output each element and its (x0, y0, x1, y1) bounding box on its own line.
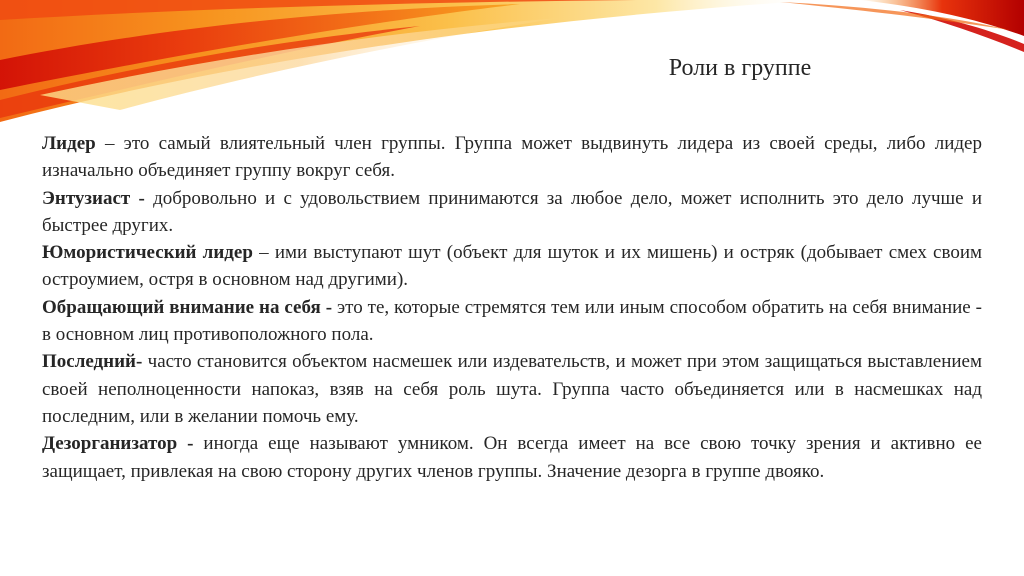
role-description: – ими выступают шут (объект для шуток и их мишень) и остряк (добывает смех своим остроумием, остря в основном над другими). (42, 242, 983, 291)
role-paragraph-last (42, 348, 982, 430)
role-paragraph-leader (42, 130, 982, 185)
role-paragraph-enthusiast (42, 185, 982, 240)
role-term: Обращающий внимание на себя - (42, 296, 333, 318)
role-description: – это самый влиятельный член группы. Группа может выдвинуть лидера из своей среды, либо лидер изначально объединяет группу вокруг себя. (42, 133, 982, 182)
role-term: Энтузиаст - (42, 187, 145, 209)
roles-list (42, 130, 982, 485)
role-paragraph-attention-seeker (42, 294, 982, 349)
role-description: добровольно и с удовольствием принимаются за любое дело, может исполнить это дело лучше и быстрее других. (42, 187, 983, 236)
flame-swoosh-decoration (0, 0, 1024, 130)
role-term: Дезорганизатор - (42, 433, 194, 455)
role-description: это те, которые стремятся тем или иным способом обратить на себя внимание - в основном лиц противоположного пола. (42, 296, 982, 346)
role-description: часто становится объектом насмешек или издевательств, и может при этом защищаться выставлением своей неполноценности напоказ, взяв на себя роль шута. Группа часто объединяется или в насмешках над последним, или в желании помочь ему. (42, 351, 982, 427)
role-term: Лидер (42, 133, 96, 154)
role-paragraph-disorganizer (42, 430, 982, 485)
role-term: Юмористический лидер (42, 242, 253, 264)
role-description: иногда еще называют умником. Он всегда имеет на все свою точку зрения и активно ее защищает, привлекая на свою сторону других членов группы. Значение дезорга в группе двояко. (42, 433, 982, 482)
role-term: Последний- (42, 351, 143, 373)
slide-title: Роли в группе (668, 55, 812, 81)
role-paragraph-humorist (42, 239, 982, 294)
